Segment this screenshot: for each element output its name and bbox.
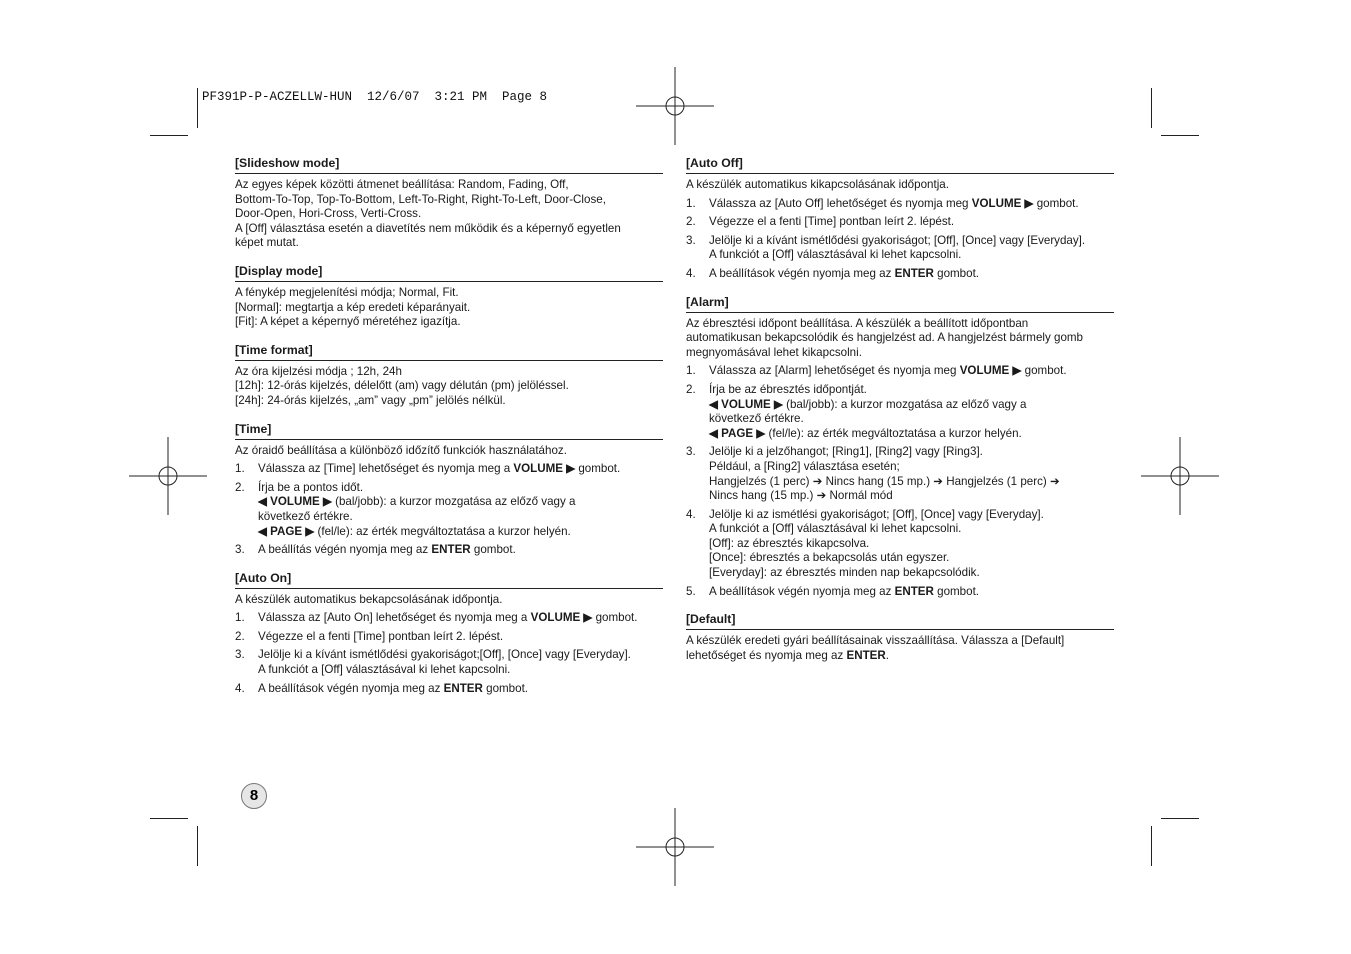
text-line: ◀ PAGE ▶ (fel/le): az érték megváltoztatása a kurzor helyén. [709, 426, 1022, 440]
step-item [686, 364, 1114, 379]
step-list [235, 611, 663, 696]
text-line: automatikusan bekapcsolódik és hangjelzést ad. A hangjelzést bármely gomb [686, 331, 1084, 345]
step-number: 2. [235, 629, 245, 643]
step-number: 1. [686, 196, 696, 210]
step-number: 3. [235, 648, 245, 662]
step-item [235, 481, 663, 539]
step-list [686, 197, 1114, 282]
step-number: 4. [686, 266, 696, 280]
key-label: ◀ PAGE ▶ [258, 524, 315, 538]
section-description [235, 178, 663, 251]
key-label: VOLUME ▶ [513, 462, 576, 476]
step-list [235, 462, 663, 558]
text-line: A funkciót a [Off] választásával ki lehet kapcsolni. [258, 663, 511, 677]
registration-mark-right [1141, 437, 1219, 515]
section-description [235, 365, 663, 409]
registration-mark-top [636, 67, 714, 145]
step-item [686, 234, 1114, 263]
step-item [686, 215, 1114, 230]
text-line: A készülék automatikus bekapcsolásának időpontja. [235, 592, 503, 606]
registration-mark-bottom [636, 808, 714, 886]
step-number: 3. [686, 233, 696, 247]
step-number: 4. [235, 681, 245, 695]
section-title: [Auto Off] [686, 156, 1114, 174]
text-line: [Normal]: megtartja a kép eredeti képarányait. [235, 300, 471, 314]
section-title: [Time] [235, 422, 663, 440]
step-number: 1. [686, 364, 696, 378]
text-line: Végezze el a fenti [Time] pontban leírt 2. lépést. [709, 215, 955, 229]
text-line: Írja be a pontos időt. [258, 480, 364, 494]
text-line: Az ébresztési időpont beállítása. A készülék a beállított időpontban [686, 316, 1029, 330]
step-item [235, 648, 663, 677]
text-line: [24h]: 24-órás kijelzés, „am” vagy „pm” jelölés nélkül. [235, 393, 506, 407]
text-line: Jelölje ki a kívánt ismétlődési gyakoriságot;[Off], [Once] vagy [Everyday]. [258, 648, 631, 662]
text-line: [Everyday]: az ébresztés minden nap bekapcsolódik. [709, 566, 980, 580]
step-number: 3. [686, 445, 696, 459]
step-number: 2. [686, 215, 696, 229]
text-line: A [Off] választása esetén a diavetítés nem működik és a képernyő egyetlen [235, 221, 621, 235]
step-item [686, 445, 1114, 503]
section-description [235, 593, 663, 608]
step-item [235, 462, 663, 477]
settings-section [235, 264, 663, 330]
key-label: ENTER [443, 681, 483, 695]
text-line: Bottom-To-Top, Top-To-Bottom, Left-To-Right, Right-To-Left, Door-Close, [235, 192, 606, 206]
text-line: A készülék automatikus kikapcsolásának időpontja. [686, 178, 949, 191]
print-slug: PF391P-P-ACZELLW-HUN 12/6/07 3:21 PM Page 8 [202, 90, 548, 104]
text-line: lehetőséget és nyomja meg az ENTER. [686, 648, 890, 662]
text-line: Az óra kijelzési módja ; 12h, 24h [235, 364, 402, 378]
key-label: VOLUME ▶ [530, 611, 593, 625]
right-column [686, 156, 1114, 676]
text-line: Válassza az [Time] lehetőséget és nyomja meg a VOLUME ▶ gombot. [258, 462, 621, 476]
registration-mark-left [129, 437, 207, 515]
text-line: Írja be az ébresztés időpontját. [709, 382, 867, 396]
key-label: ◀ PAGE ▶ [709, 426, 766, 440]
key-label: ◀ VOLUME ▶ [709, 397, 783, 411]
text-line: A beállítások végén nyomja meg az ENTER gombot. [709, 584, 980, 598]
step-item [686, 267, 1114, 282]
step-list [686, 364, 1114, 599]
key-label: ENTER [846, 648, 886, 662]
section-title: [Time format] [235, 343, 663, 361]
text-line: Válassza az [Alarm] lehetőséget és nyomja meg VOLUME ▶ gombot. [709, 364, 1067, 378]
text-line: Válassza az [Auto On] lehetőséget és nyomja meg a VOLUME ▶ gombot. [258, 611, 638, 625]
step-number: 4. [686, 507, 696, 521]
text-line: [Fit]: A képet a képernyő méretéhez igazítja. [235, 315, 461, 329]
settings-section [235, 156, 663, 251]
section-description [235, 444, 663, 459]
text-line: [Once]: ébresztés a bekapcsolás után egyszer. [709, 551, 950, 565]
text-line: ◀ VOLUME ▶ (bal/jobb): a kurzor mozgatása az előző vagy a [709, 397, 1027, 411]
step-number: 1. [235, 462, 245, 476]
text-line: Nincs hang (15 mp.) ➔ Normál mód [709, 489, 893, 503]
text-line: Az óraidő beállítása a különböző időzítő funkciók használatához. [235, 443, 567, 457]
text-line: Hangjelzés (1 perc) ➔ Nincs hang (15 mp.) ➔ Hangjelzés (1 perc) ➔ [709, 474, 1060, 488]
key-label: VOLUME ▶ [971, 196, 1034, 210]
text-line: ◀ VOLUME ▶ (bal/jobb): a kurzor mozgatása az előző vagy a [258, 495, 576, 509]
text-line: Válassza az [Auto Off] lehetőséget és nyomja meg VOLUME ▶ gombot. [709, 196, 1079, 210]
step-item [686, 197, 1114, 212]
step-item [235, 543, 663, 558]
page-number-badge: 8 [241, 783, 267, 809]
key-label: ENTER [431, 543, 471, 557]
text-line: Például, a [Ring2] választása esetén; [709, 459, 900, 473]
text-line: A készülék eredeti gyári beállításainak visszaállítása. Válassza a [Default] [686, 634, 1065, 648]
text-line: Door-Open, Hori-Cross, Verti-Cross. [235, 207, 422, 221]
settings-section [235, 343, 663, 409]
step-number: 1. [235, 611, 245, 625]
section-description [686, 317, 1114, 361]
settings-section [235, 422, 663, 558]
key-label: ENTER [894, 584, 934, 598]
step-item [235, 682, 663, 697]
step-item [686, 383, 1114, 441]
text-line: Jelölje ki a kívánt ismétlődési gyakoriságot; [Off], [Once] vagy [Everyday]. [709, 233, 1086, 247]
section-title: [Auto On] [235, 571, 663, 589]
text-line: Jelölje ki az ismétlési gyakoriságot; [Off], [Once] vagy [Everyday]. [709, 507, 1044, 521]
text-line: Jelölje ki a jelzőhangot; [Ring1], [Ring2] vagy [Ring3]. [709, 445, 983, 459]
key-label: ◀ VOLUME ▶ [258, 495, 332, 509]
text-line: Végezze el a fenti [Time] pontban leírt 2. lépést. [258, 629, 504, 643]
step-item [235, 611, 663, 626]
settings-section [686, 295, 1114, 600]
section-description [686, 178, 1114, 193]
text-line: [12h]: 12-órás kijelzés, délelőtt (am) vagy délután (pm) jelöléssel. [235, 379, 569, 393]
step-number: 5. [686, 584, 696, 598]
settings-section [235, 571, 663, 697]
section-title: [Slideshow mode] [235, 156, 663, 174]
left-column [235, 156, 663, 709]
step-number: 2. [235, 480, 245, 494]
text-line: [Off]: az ébresztés kikapcsolva. [709, 536, 870, 550]
step-number: 2. [686, 382, 696, 396]
text-line: képet mutat. [235, 236, 299, 250]
text-line: megnyomásával lehet kikapcsolni. [686, 345, 862, 359]
text-line: A beállítások végén nyomja meg az ENTER gombot. [258, 681, 529, 695]
step-item [686, 585, 1114, 600]
text-line: Az egyes képek közötti átmenet beállítása: Random, Fading, Off, [235, 178, 569, 191]
text-line: A beállítás végén nyomja meg az ENTER gombot. [258, 543, 516, 557]
settings-section [686, 156, 1114, 282]
text-line: következő értékre. [258, 509, 353, 523]
section-title: [Alarm] [686, 295, 1114, 313]
key-label: VOLUME ▶ [959, 364, 1022, 378]
section-description [235, 286, 663, 330]
text-line: következő értékre. [709, 412, 804, 426]
step-item [235, 630, 663, 645]
step-item [686, 508, 1114, 581]
text-line: ◀ PAGE ▶ (fel/le): az érték megváltoztatása a kurzor helyén. [258, 524, 571, 538]
text-line: A fénykép megjelenítési módja; Normal, Fit. [235, 285, 459, 299]
section-title: [Default] [686, 612, 1114, 630]
text-line: A funkciót a [Off] választásával ki lehet kapcsolni. [709, 248, 962, 262]
text-line: A beállítások végén nyomja meg az ENTER gombot. [709, 266, 980, 280]
settings-section [686, 612, 1114, 663]
section-description [686, 634, 1114, 663]
step-number: 3. [235, 543, 245, 557]
section-title: [Display mode] [235, 264, 663, 282]
text-line: A funkciót a [Off] választásával ki lehet kapcsolni. [709, 522, 962, 536]
key-label: ENTER [894, 266, 934, 280]
